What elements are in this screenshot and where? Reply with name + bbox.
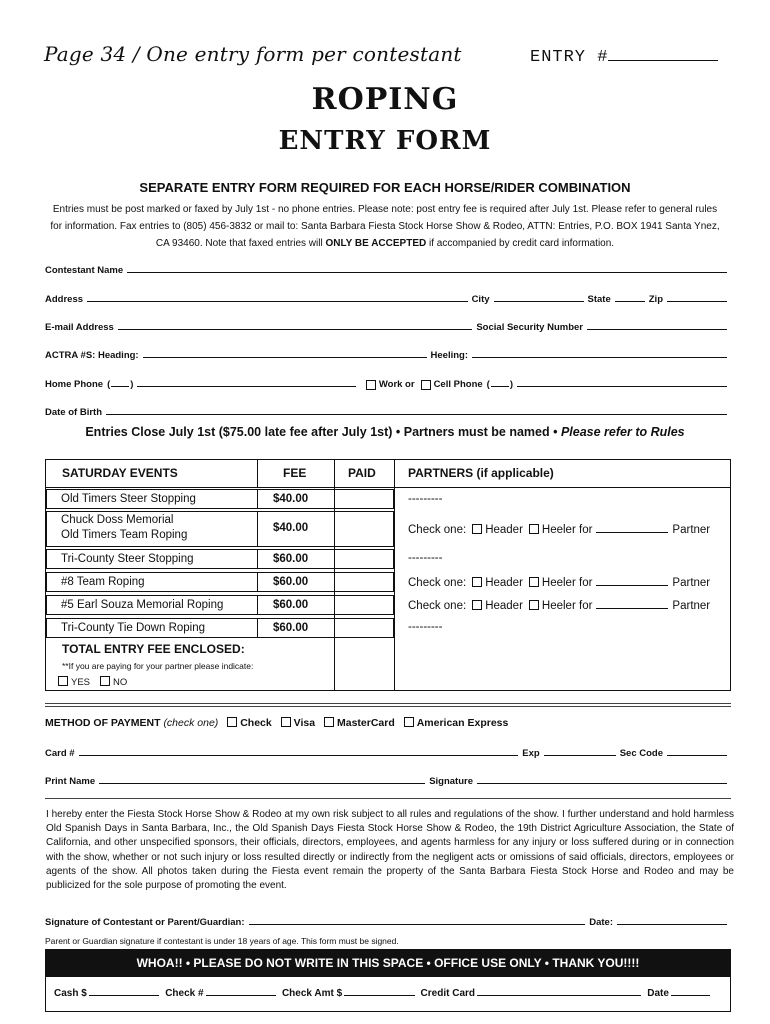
check-payment-checkbox[interactable] xyxy=(227,717,237,727)
contestant-name-input[interactable] xyxy=(127,271,727,273)
heeler-label: Heeler xyxy=(541,524,576,536)
table-row xyxy=(46,549,394,569)
alt-area-code-input[interactable] xyxy=(491,385,509,387)
row-divider xyxy=(257,595,258,615)
th-events: SATURDAY EVENTS xyxy=(62,466,178,480)
check-label: Check # xyxy=(165,988,204,999)
print-name-input[interactable] xyxy=(99,782,425,784)
paren-open-2: ( xyxy=(486,379,490,390)
partner-none: --------- xyxy=(408,552,443,564)
contestant-signature-label: Signature of Contestant or Parent/Guardian: xyxy=(45,917,245,928)
signature-note: Parent or Guardian signature if contestant is under 18 years of age. This form must be signed. xyxy=(45,936,399,946)
event-fee: $60.00 xyxy=(273,576,309,588)
credit-card-input xyxy=(477,994,641,996)
partner-choice xyxy=(408,522,710,536)
check-amt-input xyxy=(344,994,414,996)
partner-none: --------- xyxy=(408,621,443,633)
credit-card-label: Credit Card xyxy=(420,988,475,999)
row-divider xyxy=(257,489,258,509)
mastercard-checkbox[interactable] xyxy=(324,717,334,727)
for-label: for xyxy=(579,577,593,589)
th-paid: PAID xyxy=(348,466,376,480)
page-label: Page 34 / One entry form per contestant xyxy=(44,42,462,66)
home-phone-input[interactable] xyxy=(137,385,355,387)
partner-choice xyxy=(408,598,710,612)
address-label: Address xyxy=(45,294,84,305)
event-name: #8 Team Roping xyxy=(61,576,145,588)
heeling-input[interactable] xyxy=(472,356,727,358)
yes-label: YES xyxy=(71,677,91,688)
event-name: Old Timers Steer Stopping xyxy=(61,493,196,505)
card-row xyxy=(45,745,731,759)
divider xyxy=(45,706,731,707)
partner-choice xyxy=(408,575,710,589)
payment-option-visa: Visa xyxy=(293,717,316,729)
col-divider xyxy=(257,460,258,487)
event-name: Tri-County Tie Down Roping xyxy=(61,622,206,634)
entries-close-text: Entries Close July 1st ($75.00 late fee after July 1st) • Partners must be named • xyxy=(85,425,561,439)
paren-close: ) xyxy=(130,379,134,390)
print-name-row xyxy=(45,773,731,787)
work-label: Work or xyxy=(378,379,415,390)
table-row xyxy=(46,572,394,592)
entries-close-note xyxy=(0,425,770,439)
signature-input[interactable] xyxy=(477,782,727,784)
entry-number xyxy=(530,46,718,67)
waiver-text: I hereby enter the Fiesta Stock Horse Show & Rodeo at my own risk subject to all rules and regulations of the show. I further understand and hold harmless Old Spanish Days in Santa Barbara, Inc., the Old Spanish Days Fiesta Stock Horse Show & Rodeo, the 19th District Agriculture Association, the State of California, and other unspecified sponsors, their officials, directors, employees, and agents harmless for any injury or loss suffered during or in connection with the show, whether or not such injury or loss resulted directly or indirectly from the negligent acts or omissions of said officials, directors, employees or agents of the show. All photos taken during the Fiesta event remain the property of the Santa Barbara Fiesta Stock Horse and Rodeo and may be publicized for the sole purpose of promoting the event. xyxy=(46,809,734,892)
office-date-input xyxy=(671,994,710,996)
zip-label: Zip xyxy=(648,294,663,305)
zip-input[interactable] xyxy=(667,300,727,302)
form-title: ROPING xyxy=(311,82,459,117)
amex-checkbox[interactable] xyxy=(404,717,414,727)
heeler-checkbox[interactable] xyxy=(529,524,539,534)
ssn-input[interactable] xyxy=(587,328,727,330)
dob-row xyxy=(45,404,731,418)
header-checkbox[interactable] xyxy=(472,600,482,610)
city-label: City xyxy=(471,294,490,305)
sig-date-input[interactable] xyxy=(617,923,727,925)
city-input[interactable] xyxy=(494,300,584,302)
event-fee: $60.00 xyxy=(273,622,309,634)
header-label: Header xyxy=(485,524,523,536)
heeler-label: Heeler xyxy=(541,577,576,589)
home-phone-label: Home Phone xyxy=(45,379,104,390)
check-one-label: Check one: xyxy=(408,524,467,536)
check-amt-label: Check Amt $ xyxy=(281,988,343,999)
contestant-signature-row xyxy=(45,914,731,928)
entry-number-input[interactable] xyxy=(608,46,718,61)
card-label: Card # xyxy=(45,748,75,759)
total-fee-label: TOTAL ENTRY FEE ENCLOSED: xyxy=(62,642,245,656)
office-use-box xyxy=(45,949,731,1012)
no-label: NO xyxy=(113,677,128,688)
sig-date-label: Date: xyxy=(589,917,613,928)
alt-phone-input[interactable] xyxy=(517,385,727,387)
phone-row xyxy=(45,376,731,390)
office-use-banner: WHOA!! • PLEASE DO NOT WRITE IN THIS SPACE • OFFICE USE ONLY • THANK YOU!!!! xyxy=(46,950,730,977)
cell-label: Cell Phone xyxy=(433,379,483,390)
row-divider xyxy=(257,511,258,547)
event-name-line2: Old Timers Team Roping xyxy=(61,529,188,541)
heeling-label: Heeling: xyxy=(430,350,468,361)
print-name-label: Print Name xyxy=(45,776,96,787)
partner-label: Partner xyxy=(672,577,711,589)
paren-close-2: ) xyxy=(509,379,513,390)
for-label: for xyxy=(579,524,593,536)
payment-option-amex: American Express xyxy=(416,717,509,729)
contestant-name-row xyxy=(45,262,731,276)
subheading: SEPARATE ENTRY FORM REQUIRED FOR EACH HORSE/RIDER COMBINATION xyxy=(139,180,631,195)
sec-code-input[interactable] xyxy=(667,754,727,756)
event-name: Chuck Doss Memorial xyxy=(61,514,174,526)
for-label: for xyxy=(579,600,593,612)
events-table xyxy=(45,459,731,691)
table-row xyxy=(46,511,394,547)
heeler-checkbox[interactable] xyxy=(529,600,539,610)
state-label: State xyxy=(587,294,611,305)
intro-text-b: if accompanied by credit card information. xyxy=(426,238,615,249)
event-fee: $40.00 xyxy=(273,522,309,534)
exp-input[interactable] xyxy=(544,754,616,756)
payment-option-mastercard: MasterCard xyxy=(337,717,395,729)
office-date-label: Date xyxy=(647,988,669,999)
total-fee-note: **If you are paying for your partner please indicate: xyxy=(62,661,254,671)
sec-code-label: Sec Code xyxy=(619,748,663,759)
table-row xyxy=(46,595,394,615)
actra-row xyxy=(45,347,731,361)
col-divider xyxy=(394,460,395,690)
check-one-label: Check one: xyxy=(408,600,467,612)
table-row xyxy=(46,618,394,638)
cash-label: Cash $ xyxy=(54,988,87,999)
email-label: E-mail Address xyxy=(45,322,114,333)
cell-checkbox[interactable] xyxy=(421,380,431,390)
event-name: Tri-County Steer Stopping xyxy=(61,553,194,565)
partner-name-input[interactable] xyxy=(596,575,668,586)
exp-label: Exp xyxy=(522,748,540,759)
row-divider xyxy=(257,572,258,592)
yes-checkbox[interactable] xyxy=(58,676,68,686)
th-partners: PARTNERS (if applicable) xyxy=(408,466,554,480)
dob-input[interactable] xyxy=(106,413,727,415)
header-label: Header xyxy=(485,600,523,612)
header-checkbox[interactable] xyxy=(472,577,482,587)
intro-text xyxy=(50,201,720,252)
check-one-label: Check one: xyxy=(408,577,467,589)
row-divider xyxy=(257,618,258,638)
header-label: Header xyxy=(485,577,523,589)
cash-input xyxy=(89,994,159,996)
table-row xyxy=(46,489,394,509)
card-input[interactable] xyxy=(79,754,519,756)
partner-none: --------- xyxy=(408,493,443,505)
contestant-name-label: Contestant Name xyxy=(45,265,124,276)
work-checkbox[interactable] xyxy=(366,380,376,390)
home-area-code-input[interactable] xyxy=(111,385,129,387)
email-row xyxy=(45,319,731,333)
partner-label: Partner xyxy=(672,524,711,536)
intro-text-bold: ONLY BE ACCEPTED xyxy=(325,238,427,249)
actra-heading-input[interactable] xyxy=(143,356,427,358)
intro-text-a: Entries must be post marked or faxed by July 1st - no phone entries. Please note: post entry fee is required after July 1st. Please refer to general rules for information. Fax entries to (805) 456-3832 or mail to: Santa Barbara Fiesta Stock Horse Show & Rodeo, ATTN: Entries, P.O. BOX 1941 Santa Ynez, CA 93460. Note that faxed entries will xyxy=(50,204,720,249)
payment-method xyxy=(45,717,508,729)
payment-option-check: Check xyxy=(240,717,272,729)
address-input[interactable] xyxy=(87,300,468,302)
entry-number-label: ENTRY # xyxy=(530,48,609,67)
payment-label: METHOD OF PAYMENT xyxy=(45,717,161,729)
divider xyxy=(45,798,731,799)
event-fee: $60.00 xyxy=(273,553,309,565)
state-input[interactable] xyxy=(615,300,645,302)
ssn-label: Social Security Number xyxy=(476,322,583,333)
address-row xyxy=(45,291,731,305)
heeler-checkbox[interactable] xyxy=(529,577,539,587)
partner-name-input[interactable] xyxy=(596,522,668,533)
email-input[interactable] xyxy=(118,328,473,330)
event-fee: $40.00 xyxy=(273,493,309,505)
contestant-signature-input[interactable] xyxy=(249,923,586,925)
divider xyxy=(45,703,731,704)
office-use-fields xyxy=(54,985,716,999)
row-divider xyxy=(257,549,258,569)
form-subtitle: ENTRY FORM xyxy=(278,126,492,156)
signature-label: Signature xyxy=(429,776,473,787)
check-input xyxy=(206,994,276,996)
entries-close-rules: Please refer to Rules xyxy=(560,425,685,439)
event-name: #5 Earl Souza Memorial Roping xyxy=(61,599,224,611)
heeler-label: Heeler xyxy=(541,600,576,612)
partner-label: Partner xyxy=(672,600,711,612)
dob-label: Date of Birth xyxy=(45,407,102,418)
no-checkbox[interactable] xyxy=(100,676,110,686)
th-fee: FEE xyxy=(283,466,307,480)
header-checkbox[interactable] xyxy=(472,524,482,534)
event-fee: $60.00 xyxy=(273,599,309,611)
pay-partner-options xyxy=(52,676,127,688)
partner-name-input[interactable] xyxy=(596,598,668,609)
payment-hint: (check one) xyxy=(163,717,219,729)
paren-open: ( xyxy=(107,379,111,390)
visa-checkbox[interactable] xyxy=(281,717,291,727)
actra-heading-label: ACTRA #S: Heading: xyxy=(45,350,139,361)
